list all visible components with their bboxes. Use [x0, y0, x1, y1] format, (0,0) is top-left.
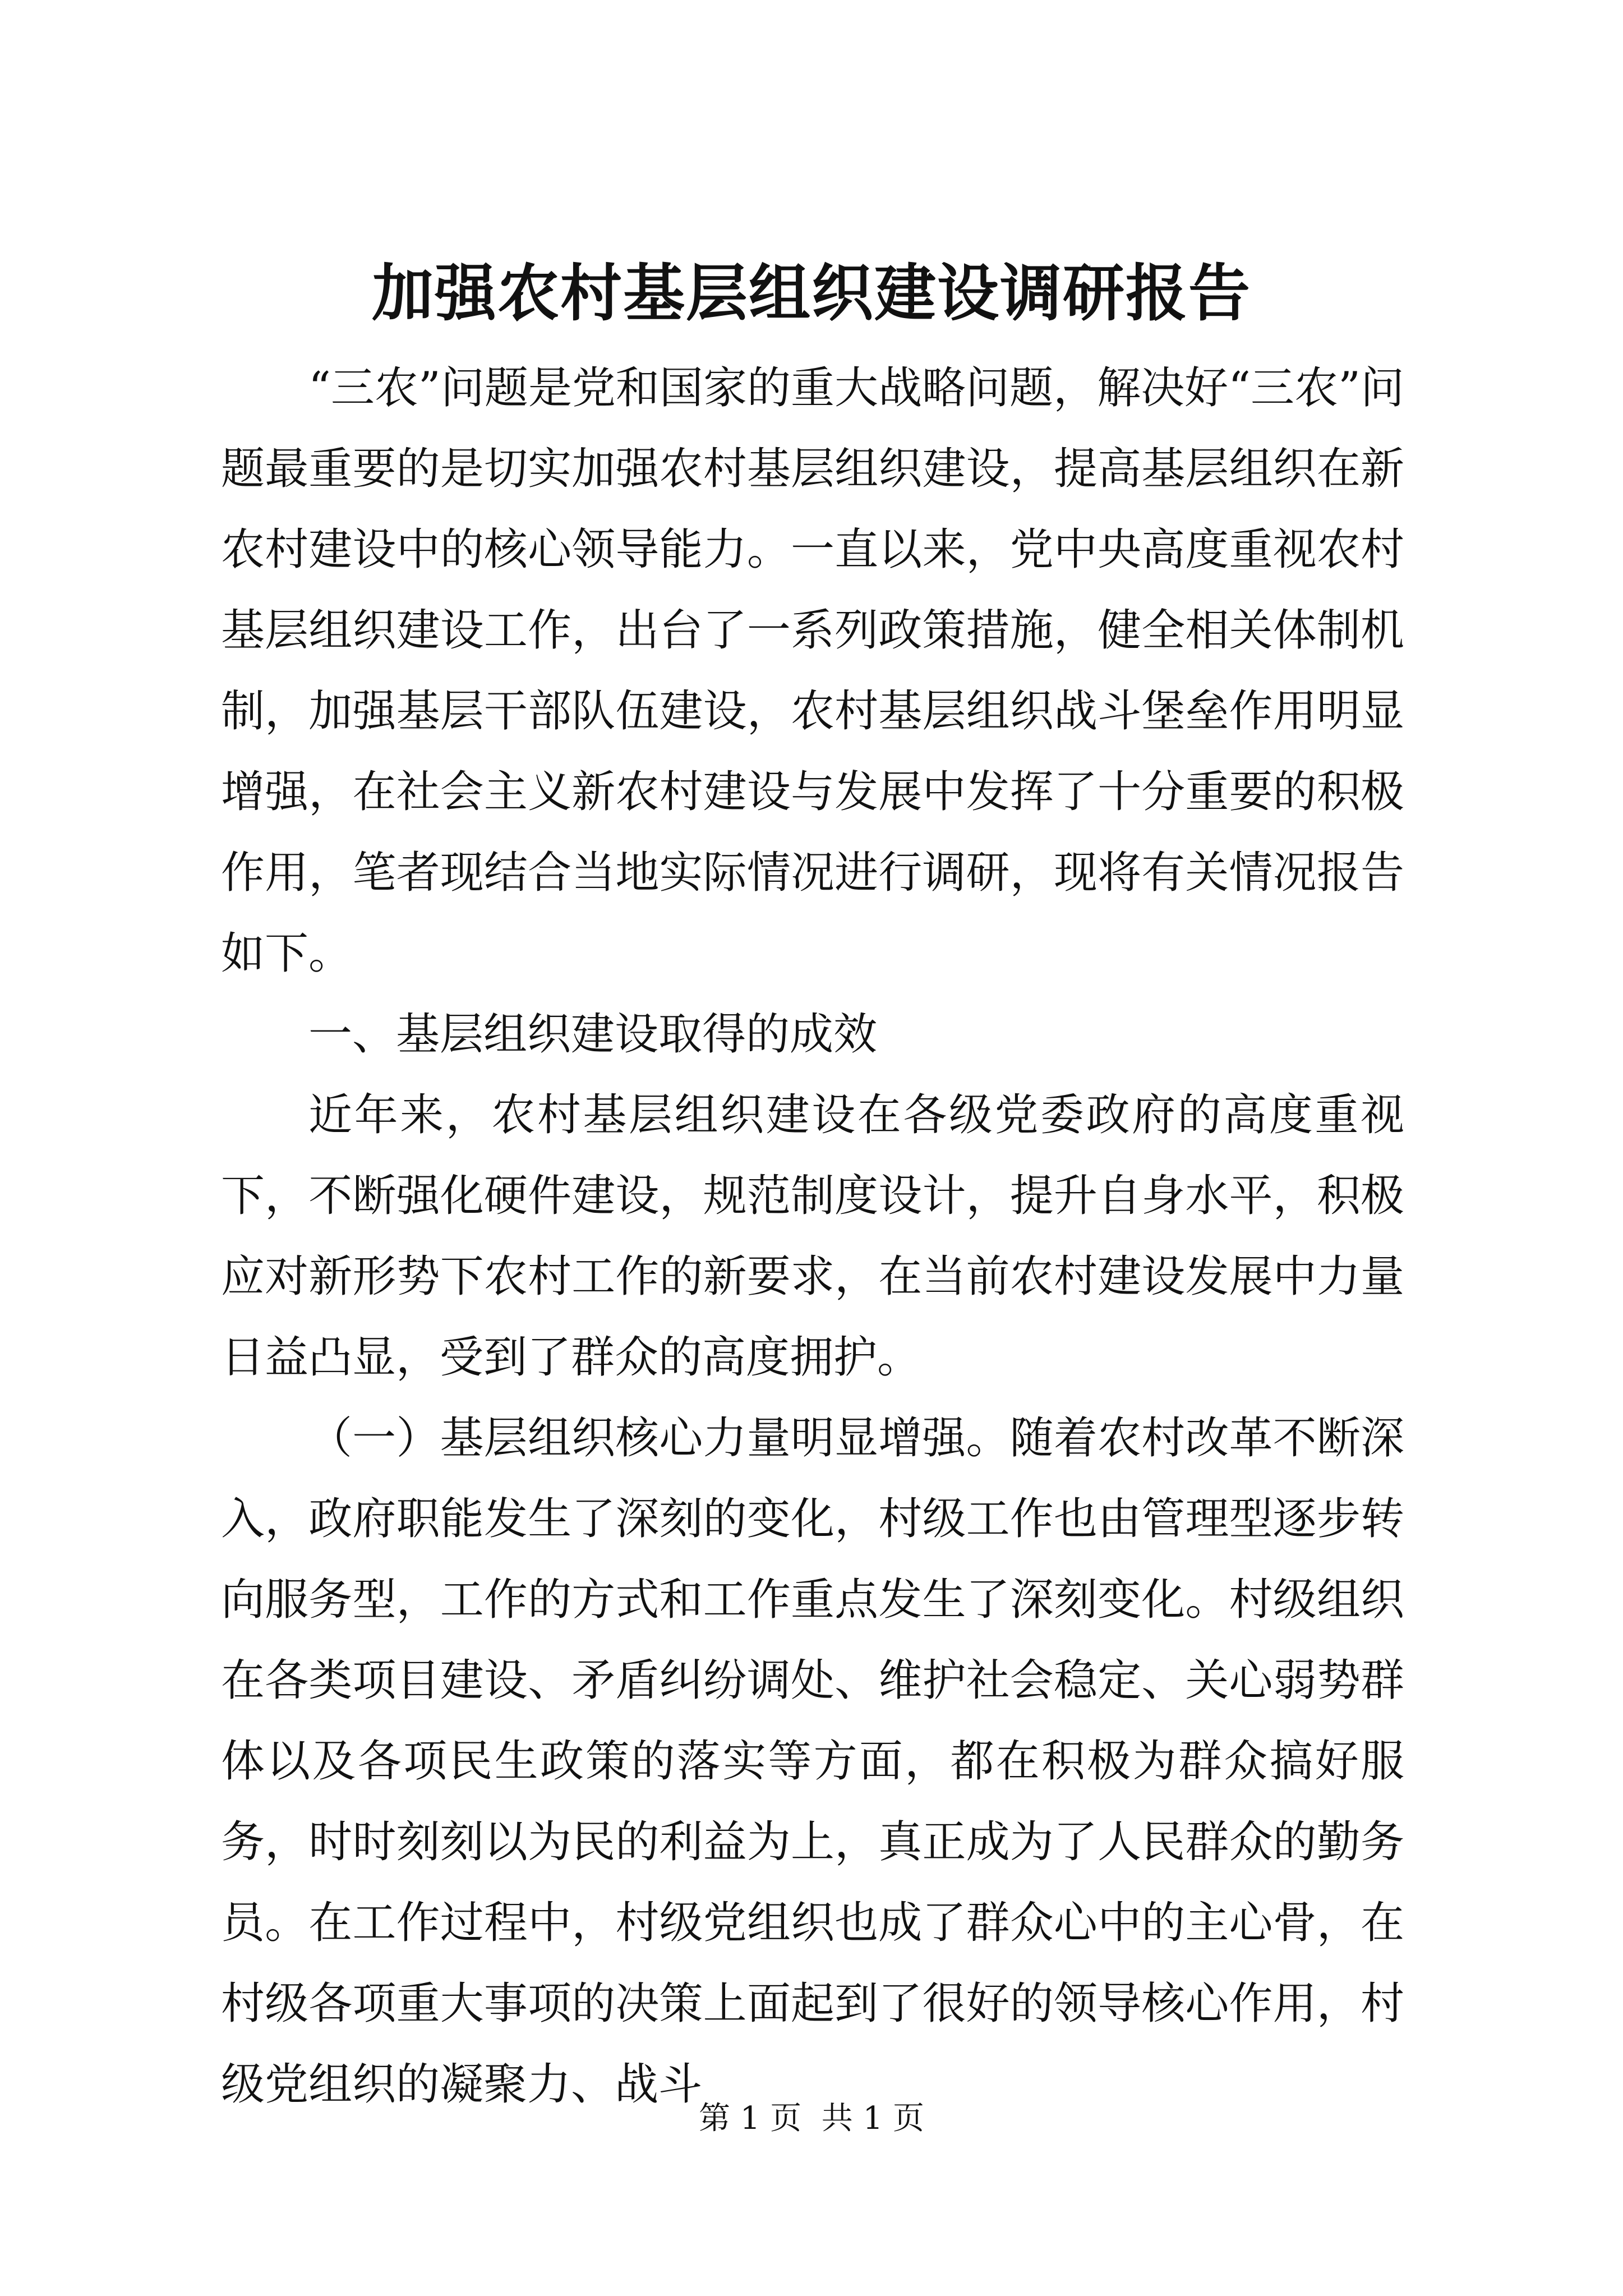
section-heading: 一、基层组织建设取得的成效: [308, 1009, 878, 1060]
document-title: 加强农村基层组织建设调研报告: [372, 257, 1251, 329]
paragraph-core-strength: （一）基层组织核心力量明显增强。随着农村改革不断深入，政府职能发生了深刻的变化，村级工作也由管理型逐步转向服务型，工作的方式和工作重点发生了深刻变化。村级组织在各类项目建设、矛盾纠纷调处、维护社会稳定、关心弱势群体以及各项民生政策的落实等方面，都在积极为群众搞好服务，时时刻刻以为民的利益为上，真正成为了人民群众的勤务员。在工作过程中，村级党组织也成了群众心中的主心骨，在村级各项重大事项的决策上面起到了很好的领导核心作用，村级党组织的凝聚力、战斗: [221, 1413, 1404, 2110]
page-footer: [0, 2099, 1623, 2138]
paragraph-achievements: 近年来，农村基层组织建设在各级党委政府的高度重视下，不断强化硬件建设，规范制度设计，提升自身水平，积极应对新形势下农村工作的新要求，在当前农村建设发展中力量日益凸显，受到了群众的高度拥护。: [221, 1090, 1404, 1383]
document-body: [221, 348, 1404, 2125]
paragraph-intro: “三农”问题是党和国家的重大战略问题，解决好“三农”问题最重要的是切实加强农村基层组织建设，提高基层组织在新农村建设中的核心领导能力。一直以来，党中央高度重视农村基层组织建设工作，出台了一系列政策措施，健全相关体制机制，加强基层干部队伍建设，农村基层组织战斗堡垒作用明显增强，在社会主义新农村建设与发展中发挥了十分重要的积极作用，笔者现结合当地实际情况进行调研，现将有关情况报告如下。: [221, 363, 1404, 979]
page-number: 第 1 页 共 1 页: [698, 2100, 925, 2137]
